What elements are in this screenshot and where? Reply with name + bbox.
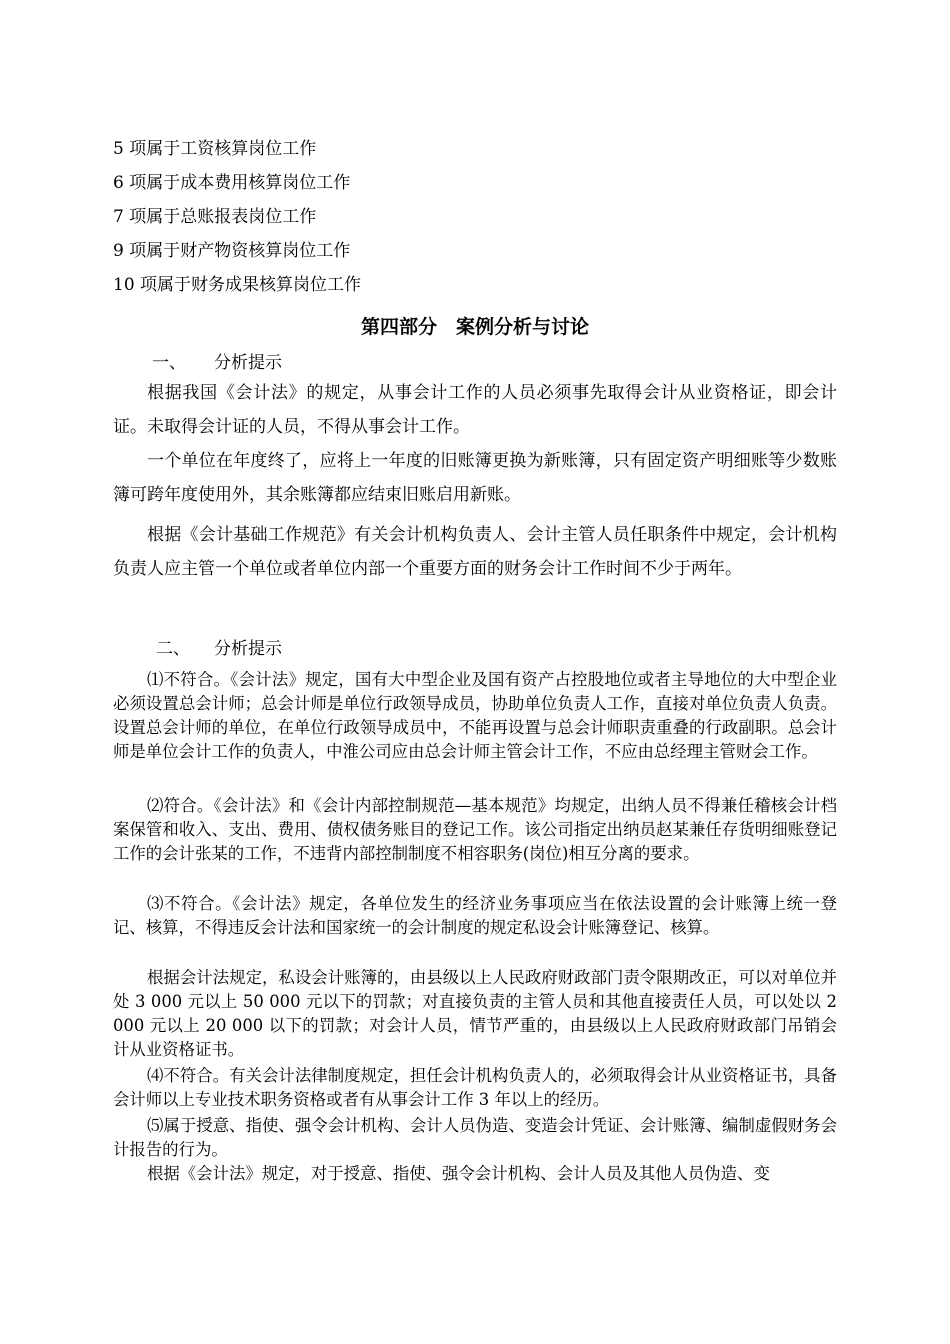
part-title: 第四部分 案例分析与讨论 — [360, 316, 589, 338]
answer-line: 10 项属于财务成果核算岗位工作 — [113, 275, 362, 295]
section-2-paragraph: 根据会计法规定，私设会计账簿的，由县级以上人民政府财政部门责令限期改正，可以对单位并处 3 000 元以上 50 000 元以下的罚款；对直接负责的主管人员和其他直接责任人员，可以处以 2 000 元以上 20 000 以下的罚款；对会计人员，情节严重的，由县级以上人民政府财政部门吊销会计从业资格证书。 — [113, 968, 837, 1059]
section-2-paragraph: 根据《会计法》规定，对于授意、指使、强令会计机构、会计人员及其他人员伪造、变 — [147, 1164, 770, 1183]
answer-line: 6 项属于成本费用核算岗位工作 — [113, 173, 351, 193]
section-2-paragraph: ⑷不符合。有关会计法律制度规定，担任会计机构负责人的，必须取得会计从业资格证书，具备会计师以上专业技术职务资格或者有从事会计工作 3 年以上的经历。 — [113, 1066, 837, 1109]
section-2-paragraph: ⑶不符合。《会计法》规定，各单位发生的经济业务事项应当在依法设置的会计账簿上统一登记、核算，不得违反会计法和国家统一的会计制度的规定私设会计账簿登记、核算。 — [113, 894, 837, 937]
answer-line: 9 项属于财产物资核算岗位工作 — [113, 241, 351, 261]
section-1-paragraph: 一个单位在年度终了，应将上一年度的旧账簿更换为新账簿，只有固定资产明细账等少数账簿可跨年度使用外，其余账簿都应结束旧账启用新账。 — [113, 451, 837, 505]
section-1-heading: 分析提示 — [214, 353, 282, 373]
section-1-paragraph: 根据我国《会计法》的规定，从事会计工作的人员必须事先取得会计从业资格证，即会计证。未取得会计证的人员，不得从事会计工作。 — [113, 383, 837, 437]
answer-line: 7 项属于总账报表岗位工作 — [113, 207, 317, 227]
section-2-paragraph: ⑴不符合。《会计法》规定，国有大中型企业及国有资产占控股地位或者主导地位的大中型企业必须设置总会计师；总会计师是单位行政领导成员，协助单位负责人工作，直接对单位负责人负责。设置总会计师的单位，在单位行政领导成员中，不能再设置与总会计师职责重叠的行政副职。总会计师是单位会计工作的负责人，中淮公司应由总会计师主管会计工作，不应由总经理主管财会工作。 — [113, 670, 837, 761]
section-2-paragraph: ⑵符合。《会计法》和《会计内部控制规范—基本规范》均规定，出纳人员不得兼任稽核会计档案保管和收入、支出、费用、债权债务账目的登记工作。该公司指定出纳员赵某兼任存货明细账登记工作的会计张某的工作，不违背内部控制制度不相容职务(岗位)相互分离的要求。 — [113, 796, 837, 863]
section-2-number: 二、 — [156, 639, 190, 659]
answer-line: 5 项属于工资核算岗位工作 — [113, 139, 317, 159]
section-1-paragraph: 根据《会计基础工作规范》有关会计机构负责人、会计主管人员任职条件中规定，会计机构负责人应主管一个单位或者单位内部一个重要方面的财务会计工作时间不少于两年。 — [113, 525, 837, 579]
section-1-number: 一、 — [152, 353, 186, 373]
section-2-paragraph: ⑸属于授意、指使、强令会计机构、会计人员伪造、变造会计凭证、会计账簿、编制虚假财务会计报告的行为。 — [113, 1116, 837, 1159]
section-2-heading: 分析提示 — [214, 639, 282, 659]
